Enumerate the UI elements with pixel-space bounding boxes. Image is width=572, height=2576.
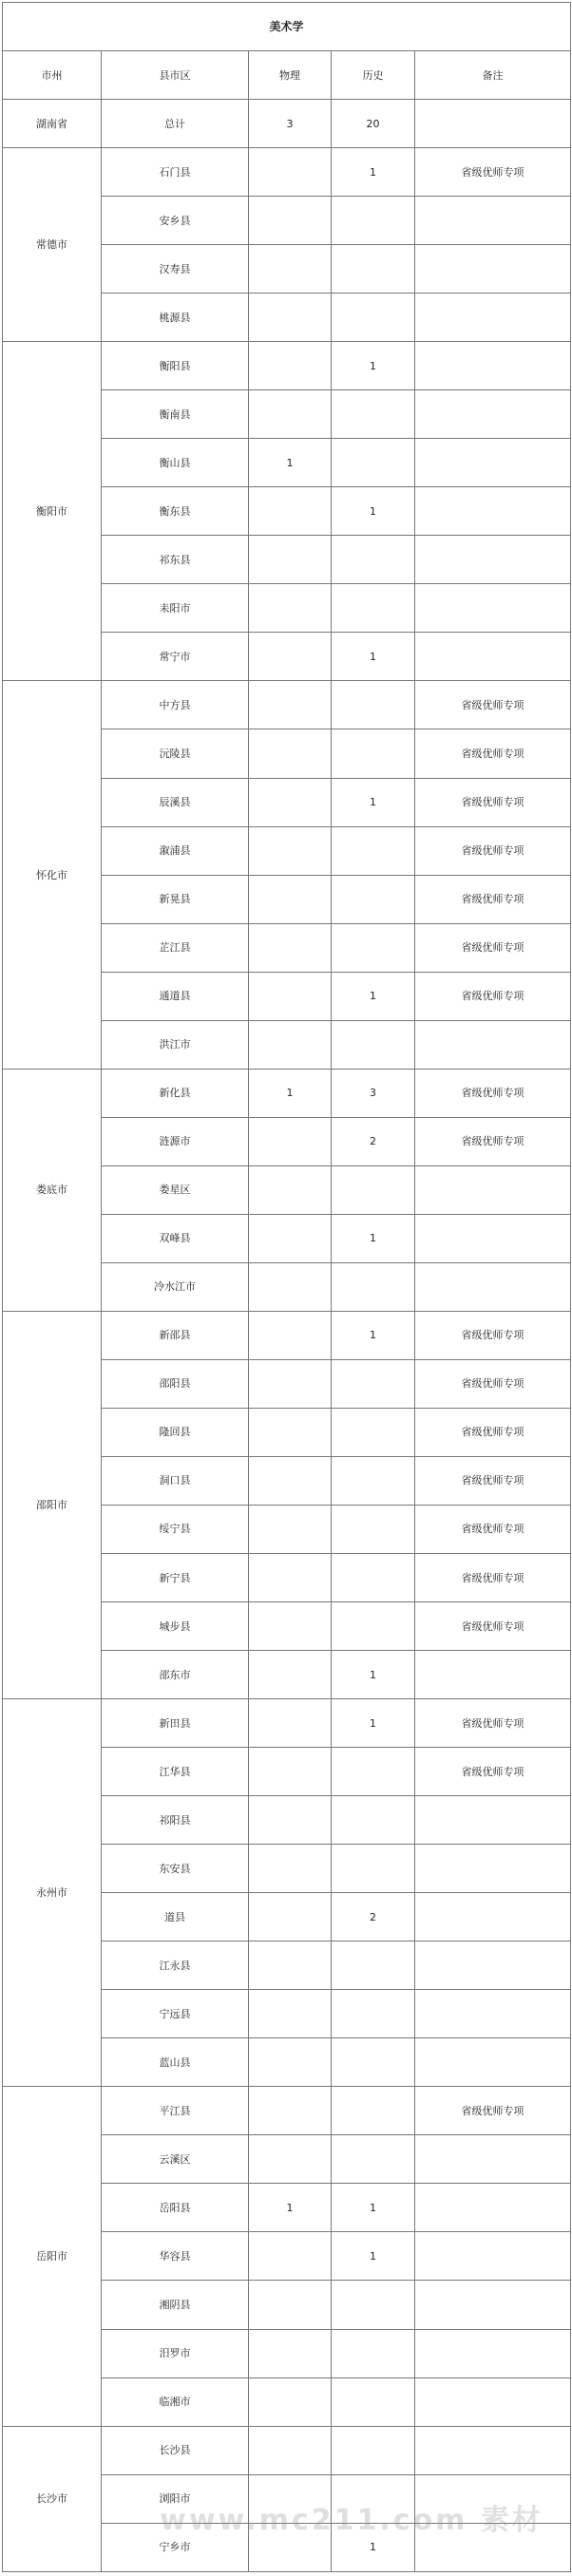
- county-cell: 隆回县: [102, 1408, 249, 1456]
- history-cell: [332, 2474, 415, 2523]
- history-cell: [332, 1845, 415, 1893]
- watermark: www.mc211.com 素材: [160, 2504, 543, 2537]
- title-row: [3, 3, 571, 51]
- county-cell: 娄星区: [102, 1165, 249, 1214]
- table-title: 美术学: [3, 3, 571, 51]
- history-cell: [332, 390, 415, 439]
- note-cell: [415, 1020, 571, 1069]
- physics-cell: [249, 2087, 332, 2135]
- county-cell: 云溪区: [102, 2135, 249, 2184]
- note-cell: [415, 2329, 571, 2377]
- county-cell: 通道县: [102, 972, 249, 1020]
- note-cell: 省级优师专项: [415, 681, 571, 729]
- history-cell: [332, 439, 415, 487]
- county-cell: 涟源市: [102, 1117, 249, 1165]
- note-cell: [415, 342, 571, 390]
- history-cell: [332, 584, 415, 633]
- history-cell: 2: [332, 1893, 415, 1941]
- city-cell: 邵阳市: [3, 1311, 102, 1698]
- history-cell: [332, 729, 415, 778]
- county-cell: 沅陵县: [102, 729, 249, 778]
- note-cell: 省级优师专项: [415, 1069, 571, 1117]
- history-cell: 1: [332, 2184, 415, 2232]
- note-cell: [415, 2038, 571, 2087]
- note-cell: 省级优师专项: [415, 1311, 571, 1359]
- county-cell: 辰溪县: [102, 778, 249, 826]
- note-cell: 省级优师专项: [415, 1505, 571, 1553]
- physics-cell: [249, 487, 332, 536]
- county-cell: 洞口县: [102, 1456, 249, 1505]
- county-cell: 宁乡市: [102, 2523, 249, 2571]
- physics-cell: [249, 148, 332, 197]
- table-row: [3, 1069, 571, 1117]
- county-cell: 耒阳市: [102, 584, 249, 633]
- history-cell: 1: [332, 633, 415, 681]
- note-cell: [415, 2523, 571, 2571]
- physics-cell: [249, 1602, 332, 1651]
- history-cell: [332, 294, 415, 342]
- note-cell: [415, 633, 571, 681]
- county-cell: 临湘市: [102, 2377, 249, 2426]
- header-city: 市州: [3, 51, 102, 100]
- physics-cell: [249, 2135, 332, 2184]
- note-cell: [415, 1651, 571, 1699]
- physics-cell: [249, 875, 332, 923]
- county-cell: 安乡县: [102, 197, 249, 245]
- history-cell: [332, 1796, 415, 1845]
- county-cell: 冷水江市: [102, 1262, 249, 1311]
- note-cell: [415, 536, 571, 584]
- county-cell: 江永县: [102, 1941, 249, 1990]
- total-physics: 3: [249, 100, 332, 148]
- total-history: 20: [332, 100, 415, 148]
- county-cell: 邵阳县: [102, 1359, 249, 1408]
- physics-cell: [249, 1020, 332, 1069]
- note-cell: 省级优师专项: [415, 875, 571, 923]
- note-cell: 省级优师专项: [415, 2087, 571, 2135]
- physics-cell: [249, 1505, 332, 1553]
- history-cell: [332, 1456, 415, 1505]
- note-cell: 省级优师专项: [415, 1408, 571, 1456]
- county-cell: 华容县: [102, 2232, 249, 2281]
- physics-cell: [249, 826, 332, 875]
- quota-table: [2, 2, 571, 2572]
- history-cell: [332, 245, 415, 294]
- physics-cell: [249, 584, 332, 633]
- history-cell: [332, 1554, 415, 1602]
- note-cell: [415, 2377, 571, 2426]
- note-cell: [415, 2426, 571, 2474]
- note-cell: 省级优师专项: [415, 778, 571, 826]
- note-cell: [415, 487, 571, 536]
- table-row: [3, 2087, 571, 2135]
- note-cell: [415, 245, 571, 294]
- note-cell: [415, 1165, 571, 1214]
- county-cell: 平江县: [102, 2087, 249, 2135]
- county-cell: 新宁县: [102, 1554, 249, 1602]
- city-cell: 衡阳市: [3, 342, 102, 681]
- county-cell: 双峰县: [102, 1214, 249, 1262]
- history-cell: [332, 875, 415, 923]
- note-cell: 省级优师专项: [415, 1456, 571, 1505]
- note-cell: [415, 439, 571, 487]
- history-cell: 1: [332, 1311, 415, 1359]
- table-row: [3, 681, 571, 729]
- header-physics: 物理: [249, 51, 332, 100]
- table-row: [3, 342, 571, 390]
- history-cell: [332, 2038, 415, 2087]
- physics-cell: [249, 729, 332, 778]
- history-cell: 1: [332, 148, 415, 197]
- physics-cell: [249, 681, 332, 729]
- history-cell: 2: [332, 1117, 415, 1165]
- note-cell: 省级优师专项: [415, 923, 571, 972]
- county-cell: 新化县: [102, 1069, 249, 1117]
- physics-cell: [249, 923, 332, 972]
- history-cell: [332, 2135, 415, 2184]
- history-cell: [332, 1602, 415, 1651]
- note-cell: 省级优师专项: [415, 729, 571, 778]
- county-cell: 宁远县: [102, 1990, 249, 2038]
- physics-cell: [249, 197, 332, 245]
- physics-cell: [249, 2329, 332, 2377]
- county-cell: 洪江市: [102, 1020, 249, 1069]
- county-cell: 长沙县: [102, 2426, 249, 2474]
- physics-cell: [249, 245, 332, 294]
- physics-cell: [249, 1651, 332, 1699]
- city-cell: 岳阳市: [3, 2087, 102, 2426]
- header-county: 县市区: [102, 51, 249, 100]
- history-cell: [332, 1262, 415, 1311]
- county-cell: 邵东市: [102, 1651, 249, 1699]
- physics-cell: 1: [249, 1069, 332, 1117]
- history-cell: [332, 2087, 415, 2135]
- history-cell: 1: [332, 342, 415, 390]
- county-cell: 衡南县: [102, 390, 249, 439]
- history-cell: [332, 1505, 415, 1553]
- note-cell: 省级优师专项: [415, 1602, 571, 1651]
- county-cell: 常宁市: [102, 633, 249, 681]
- physics-cell: [249, 1893, 332, 1941]
- physics-cell: [249, 342, 332, 390]
- history-cell: [332, 1990, 415, 2038]
- history-cell: [332, 536, 415, 584]
- physics-cell: [249, 1117, 332, 1165]
- note-cell: [415, 2474, 571, 2523]
- physics-cell: 1: [249, 439, 332, 487]
- note-cell: [415, 1941, 571, 1990]
- note-cell: [415, 1990, 571, 2038]
- physics-cell: [249, 536, 332, 584]
- county-cell: 衡东县: [102, 487, 249, 536]
- note-cell: [415, 1845, 571, 1893]
- history-cell: [332, 2377, 415, 2426]
- table-row: [3, 1311, 571, 1359]
- history-cell: 1: [332, 487, 415, 536]
- note-cell: [415, 1262, 571, 1311]
- physics-cell: [249, 1165, 332, 1214]
- note-cell: [415, 2281, 571, 2329]
- history-cell: [332, 1941, 415, 1990]
- history-cell: 1: [332, 2232, 415, 2281]
- physics-cell: [249, 1796, 332, 1845]
- note-cell: 省级优师专项: [415, 972, 571, 1020]
- county-cell: 新晃县: [102, 875, 249, 923]
- county-cell: 湘阴县: [102, 2281, 249, 2329]
- county-cell: 道县: [102, 1893, 249, 1941]
- header-history: 历史: [332, 51, 415, 100]
- county-cell: 衡阳县: [102, 342, 249, 390]
- county-cell: 新田县: [102, 1699, 249, 1748]
- physics-cell: [249, 633, 332, 681]
- physics-cell: [249, 2523, 332, 2571]
- physics-cell: [249, 2232, 332, 2281]
- city-cell: 娄底市: [3, 1069, 102, 1311]
- table-body: [3, 3, 571, 2572]
- history-cell: 1: [332, 972, 415, 1020]
- history-cell: [332, 2426, 415, 2474]
- history-cell: 1: [332, 1214, 415, 1262]
- physics-cell: [249, 1359, 332, 1408]
- physics-cell: [249, 1990, 332, 2038]
- table-row: [3, 2426, 571, 2474]
- header-note: 备注: [415, 51, 571, 100]
- county-cell: 祁东县: [102, 536, 249, 584]
- county-cell: 汉寿县: [102, 245, 249, 294]
- county-cell: 蓝山县: [102, 2038, 249, 2087]
- history-cell: 1: [332, 2523, 415, 2571]
- physics-cell: [249, 2038, 332, 2087]
- physics-cell: [249, 1699, 332, 1748]
- history-cell: [332, 197, 415, 245]
- physics-cell: 1: [249, 2184, 332, 2232]
- county-cell: 城步县: [102, 1602, 249, 1651]
- history-cell: [332, 1020, 415, 1069]
- physics-cell: [249, 1262, 332, 1311]
- physics-cell: [249, 2426, 332, 2474]
- note-cell: 省级优师专项: [415, 1748, 571, 1796]
- city-cell: 怀化市: [3, 681, 102, 1069]
- history-cell: [332, 1359, 415, 1408]
- physics-cell: [249, 2377, 332, 2426]
- note-cell: [415, 584, 571, 633]
- total-region: 湖南省: [3, 100, 102, 148]
- note-cell: 省级优师专项: [415, 1554, 571, 1602]
- history-cell: [332, 2329, 415, 2377]
- note-cell: [415, 2135, 571, 2184]
- physics-cell: [249, 1456, 332, 1505]
- county-cell: 汨罗市: [102, 2329, 249, 2377]
- city-cell: 长沙市: [3, 2426, 102, 2571]
- physics-cell: [249, 972, 332, 1020]
- physics-cell: [249, 294, 332, 342]
- history-cell: [332, 2281, 415, 2329]
- city-cell: 永州市: [3, 1699, 102, 2087]
- county-cell: 芷江县: [102, 923, 249, 972]
- history-cell: [332, 923, 415, 972]
- history-cell: [332, 681, 415, 729]
- table-row: [3, 148, 571, 197]
- header-row: [3, 51, 571, 100]
- physics-cell: [249, 1311, 332, 1359]
- county-cell: 绥宁县: [102, 1505, 249, 1553]
- county-cell: 桃源县: [102, 294, 249, 342]
- county-cell: 东安县: [102, 1845, 249, 1893]
- note-cell: 省级优师专项: [415, 148, 571, 197]
- history-cell: [332, 1165, 415, 1214]
- county-cell: 中方县: [102, 681, 249, 729]
- note-cell: [415, 2232, 571, 2281]
- total-row: [3, 100, 571, 148]
- county-cell: 浏阳市: [102, 2474, 249, 2523]
- county-cell: 祁阳县: [102, 1796, 249, 1845]
- history-cell: [332, 1408, 415, 1456]
- physics-cell: [249, 1845, 332, 1893]
- total-label: 总计: [102, 100, 249, 148]
- physics-cell: [249, 778, 332, 826]
- physics-cell: [249, 1554, 332, 1602]
- note-cell: [415, 294, 571, 342]
- history-cell: [332, 1748, 415, 1796]
- county-cell: 溆浦县: [102, 826, 249, 875]
- history-cell: 1: [332, 778, 415, 826]
- note-cell: 省级优师专项: [415, 1359, 571, 1408]
- table-row: [3, 1699, 571, 1748]
- county-cell: 石门县: [102, 148, 249, 197]
- physics-cell: [249, 1748, 332, 1796]
- note-cell: [415, 390, 571, 439]
- county-cell: 衡山县: [102, 439, 249, 487]
- note-cell: 省级优师专项: [415, 1117, 571, 1165]
- note-cell: [415, 1893, 571, 1941]
- note-cell: 省级优师专项: [415, 1699, 571, 1748]
- note-cell: [415, 1796, 571, 1845]
- history-cell: 1: [332, 1699, 415, 1748]
- county-cell: 新邵县: [102, 1311, 249, 1359]
- city-cell: 常德市: [3, 148, 102, 342]
- total-note: [415, 100, 571, 148]
- county-cell: 江华县: [102, 1748, 249, 1796]
- physics-cell: [249, 2281, 332, 2329]
- history-cell: 3: [332, 1069, 415, 1117]
- note-cell: [415, 197, 571, 245]
- history-cell: 1: [332, 1651, 415, 1699]
- physics-cell: [249, 1941, 332, 1990]
- note-cell: 省级优师专项: [415, 826, 571, 875]
- note-cell: [415, 1214, 571, 1262]
- note-cell: [415, 2184, 571, 2232]
- physics-cell: [249, 2474, 332, 2523]
- county-cell: 岳阳县: [102, 2184, 249, 2232]
- physics-cell: [249, 1214, 332, 1262]
- history-cell: [332, 826, 415, 875]
- physics-cell: [249, 1408, 332, 1456]
- physics-cell: [249, 390, 332, 439]
